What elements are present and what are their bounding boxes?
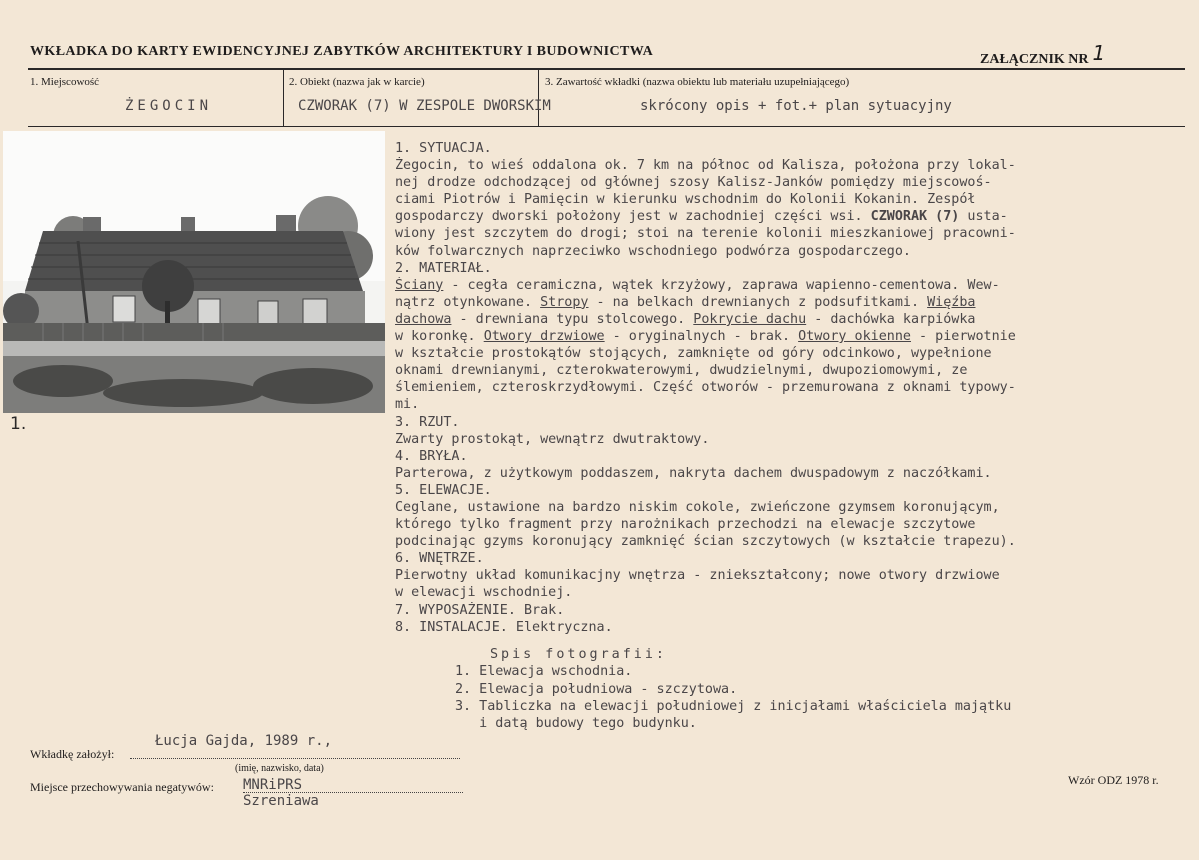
heading-plan: 3. RZUT.: [395, 414, 460, 430]
author-dotted-line: [130, 758, 460, 759]
text-line: nej drodze odchodzącej od głównej szosy Kalisz-Janków pomiędzy miejscowoś-: [395, 175, 992, 191]
heading-massing: 4. BRYŁA.: [395, 448, 468, 464]
form-code: Wzór ODZ 1978 r.: [1068, 773, 1159, 787]
text-line: [395, 311, 1185, 328]
description: [395, 140, 1185, 636]
storage-value-2: Szreniawa: [243, 793, 319, 809]
heading-interior: 6. WNĘTRZE.: [395, 551, 484, 567]
term-windows: Otwory okienne: [798, 329, 911, 345]
text-fragment: Brak.: [515, 602, 565, 618]
term-roofing: Pokrycie dachu: [693, 311, 807, 327]
photo-list-title: Spis fotografii:: [490, 647, 667, 662]
text-line: mi.: [395, 397, 420, 413]
term-ceilings: Stropy: [540, 294, 589, 310]
text-fragment: - pierwotnie: [910, 329, 1016, 345]
text-line: [395, 328, 1185, 345]
text-line: ków folwarcznych naprzeciwko wschodniego podwórza gospodarczego.: [395, 243, 911, 259]
heading-installations: 8. INSTALACJE.: [395, 619, 508, 635]
text-line: [395, 619, 1185, 636]
text-fragment: - na belkach drewnianych z podsufitkami.: [588, 294, 928, 310]
text-fragment: w koronkę.: [395, 329, 484, 345]
form-title: WKŁADKA DO KARTY EWIDENCYJNEJ ZABYTKÓW ARCHITEKTURY I BUDOWNICTWA: [30, 44, 654, 59]
heading-situation: 1. SYTUACJA.: [395, 141, 492, 156]
author-hint: (imię, nazwisko, data): [235, 763, 324, 774]
object-value: CZWORAK (7) W ZESPOLE DWORSKIM: [298, 98, 551, 114]
annex-number: 1: [1092, 41, 1106, 65]
object-name-emphasis: CZWORAK (7): [870, 209, 960, 225]
photo-list-item: 3. Tabliczka na elewacji południowej z inicjałami właściciela majątku: [455, 698, 1012, 714]
storage-dotted-line: [243, 792, 463, 793]
text-line: [395, 208, 1185, 225]
storage-value-1: MNRiPRS: [243, 777, 303, 793]
text-line: oknami drewnianymi, czterokwaterowymi, dwudzielnymi, dwupoziomowymi, ze: [395, 363, 968, 379]
photo-list-item: 1. Elewacja wschodnia.: [455, 664, 633, 680]
term-truss-2: dachowa: [395, 311, 452, 327]
text-line: ślemieniem, czteroskrzydłowymi. Część otworów - przemurowana z oknami typowy-: [395, 380, 1016, 396]
text-fragment: nątrz otynkowane.: [395, 294, 541, 310]
photo-number: 1.: [10, 414, 27, 434]
annex-label-text: ZAŁĄCZNIK NR: [980, 52, 1089, 67]
field-divider-1: [283, 70, 284, 126]
content-label: 3. Zawartość wkładki (nazwa obiektu lub materiału uzupełniającego): [545, 76, 850, 88]
header-rule-bottom: [28, 126, 1185, 127]
annex-label: [980, 41, 1106, 68]
text-fragment: - drewniana typu stolcowego.: [451, 311, 694, 327]
text-line: Ceglane, ustawione na bardzo niskim cokole, zwieńczone gzymsem koronującym,: [395, 499, 1000, 515]
text-line: którego tylko fragment przy narożnikach przechodzi na elewacje szczytowe: [395, 517, 976, 533]
content-value: skrócony opis + fot.+ plan sytuacyjny: [640, 98, 952, 114]
text-fragment: usta-: [959, 209, 1008, 225]
text-line: [395, 294, 1185, 311]
text-line: [395, 602, 1185, 619]
photo-list: [455, 646, 1011, 732]
photo-list-item: i datą budowy tego budynku.: [455, 716, 697, 732]
text-line: Parterowa, z użytkowym poddaszem, nakryta dachem dwuspadowym z naczółkami.: [395, 465, 992, 481]
text-line: w kształcie prostokątów stojących, zamknięte od góry odcinkowo, wypełnione: [395, 346, 992, 362]
heading-equipment: 7. WYPOSAŻENIE.: [395, 602, 516, 618]
storage-label: Miejsce przechowywania negatywów:: [30, 780, 214, 794]
term-walls: Ściany: [395, 277, 444, 293]
text-line: wiony jest szczytem do drogi; stoi na terenie kolonii mieszkaniowej pracowni-: [395, 226, 1016, 242]
locality-value: ŻEGOCIN: [125, 98, 213, 114]
text-fragment: Elektryczna.: [507, 619, 613, 635]
text-line: [395, 277, 1185, 294]
term-doors: Otwory drzwiowe: [483, 329, 605, 345]
text-line: ciami Piotrów i Pamięcin w kierunku wschodnim do Kolonii Kokanin. Zespół: [395, 192, 976, 208]
text-line: podcinając gzyms koronujący zamknięć ścian szczytowych (w kształcie trapezu).: [395, 534, 1016, 550]
building-photo: [3, 131, 385, 413]
text-line: w elewacji wschodniej.: [395, 585, 573, 601]
author-label: Wkładkę założył:: [30, 747, 115, 761]
text-fragment: - cegła ceramiczna, wątek krzyżowy, zaprawa wapienno-cementowa. Wew-: [443, 277, 1000, 293]
object-label: 2. Obiekt (nazwa jak w karcie): [289, 76, 425, 88]
photo-list-item: 2. Elewacja południowa - szczytowa.: [455, 681, 738, 697]
text-line: Żegocin, to wieś oddalona ok. 7 km na północ od Kalisza, położona przy lokal-: [395, 158, 1016, 174]
text-fragment: gospodarczy dworski położony jest w zachodniej części wsi.: [395, 209, 871, 225]
text-line: Pierwotny układ komunikacjny wnętrza - zniekształcony; nowe otwory drzwiowe: [395, 568, 1000, 584]
author-value: Łucja Gajda, 1989 r.,: [155, 733, 333, 749]
term-truss: Więźba: [927, 294, 976, 310]
heading-elevations: 5. ELEWACJE.: [395, 482, 492, 498]
text-fragment: - oryginalnych - brak.: [604, 329, 799, 345]
building-photo-image: [3, 131, 385, 413]
locality-label: 1. Miejscowość: [30, 76, 100, 88]
text-fragment: - dachówka karpiówka: [806, 311, 976, 327]
header-rule-top: [28, 68, 1185, 70]
text-line: Zwarty prostokąt, wewnątrz dwutraktowy.: [395, 431, 710, 447]
heading-material: 2. MATERIAŁ.: [395, 260, 492, 276]
